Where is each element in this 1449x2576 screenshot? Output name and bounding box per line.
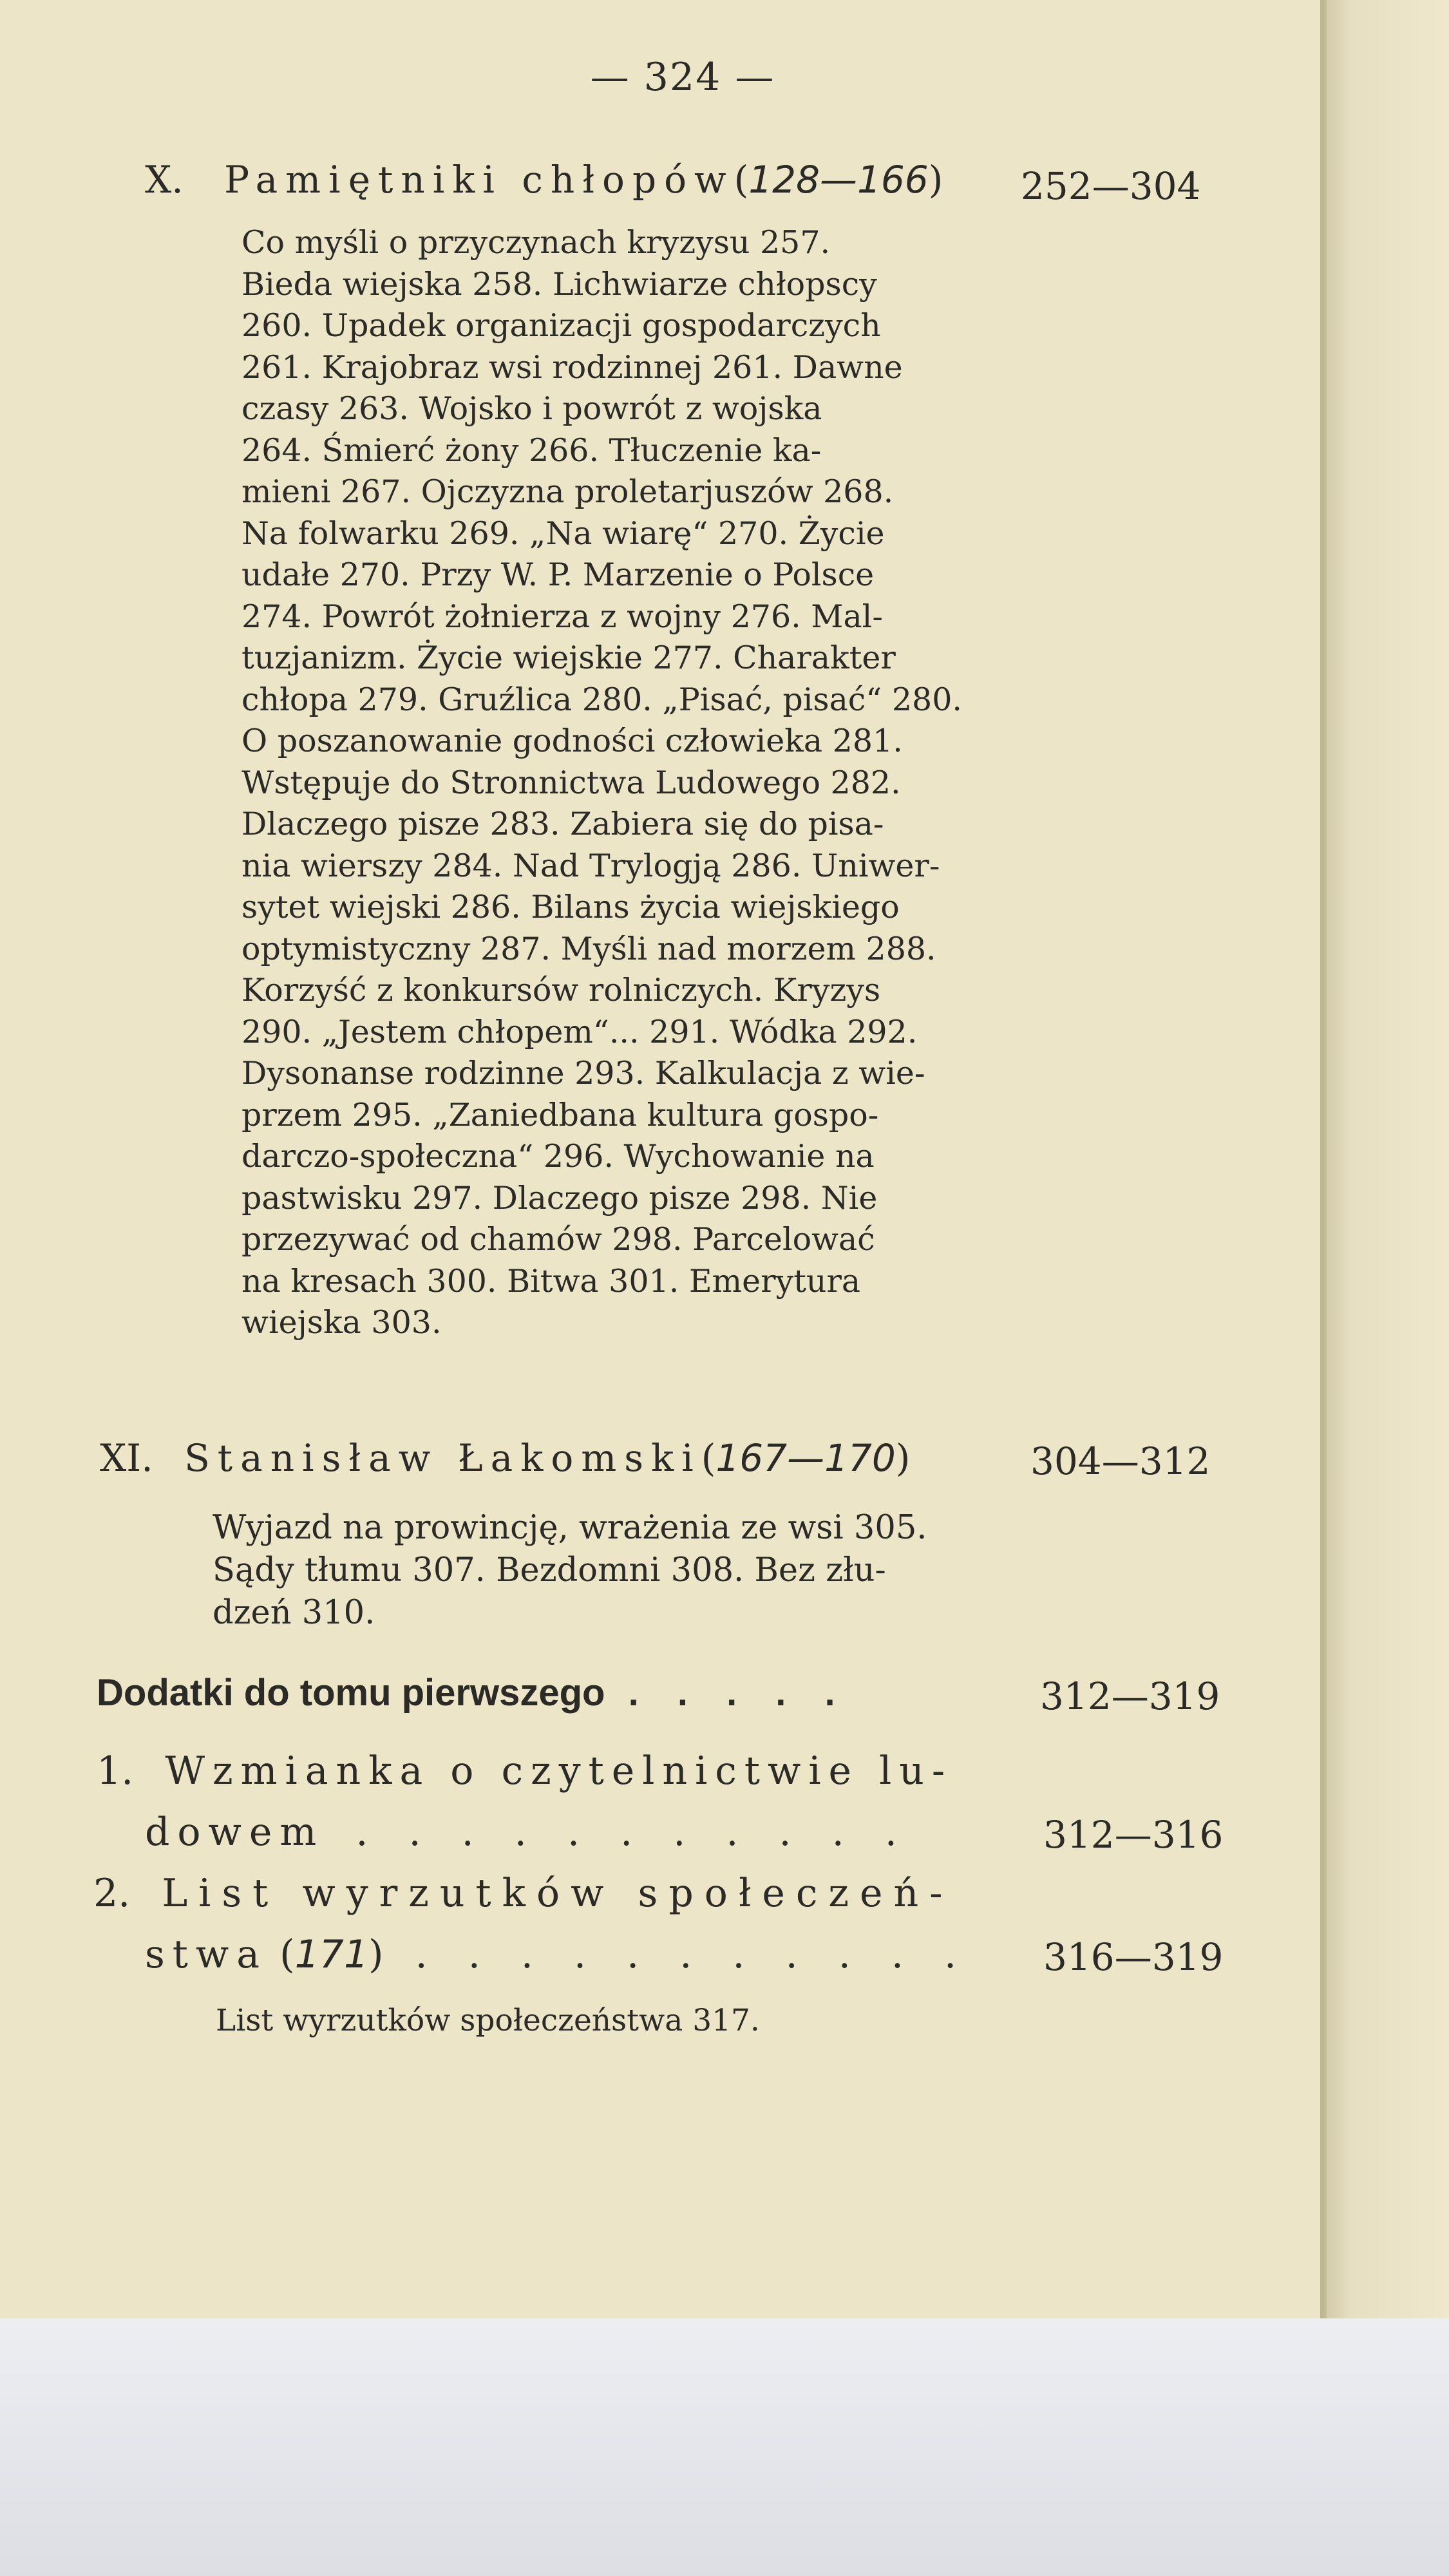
section-pages: 252—304 [1021, 164, 1201, 208]
item-title: List wyrzutków społeczeń- [162, 1871, 954, 1916]
appendix-item-1-line2 [145, 1810, 911, 1855]
section-ref: 128—166 [748, 158, 929, 202]
summary-line: 290. „Jestem chłopem“... 291. Wódka 292. [242, 1013, 918, 1050]
item-title: Wzmianka o czytelnictwie lu- [165, 1748, 953, 1794]
appendix-item-1-line1 [97, 1748, 952, 1794]
summary-line: 274. Powrót żołnierza z wojny 276. Mal- [242, 598, 883, 635]
summary-line: Dysonanse rodzinne 293. Kalkulacja z wie- [242, 1055, 925, 1092]
summary-line: tuzjanizm. Życie wiejskie 277. Charakter [242, 639, 896, 676]
ref-close: ) [368, 1932, 384, 1977]
item-title-cont: dowem [145, 1810, 325, 1855]
section-title: Stanisław Łakomski [184, 1436, 701, 1480]
summary-line: pastwisku 297. Dlaczego pisze 298. Nie [242, 1179, 878, 1217]
item-ref: 171 [294, 1932, 369, 1977]
ref-close: ) [895, 1436, 911, 1480]
page-number: — 324 — [590, 55, 775, 100]
summary-line: dzeń 310. [213, 1594, 375, 1632]
summary-line: na kresach 300. Bitwa 301. Emerytura [242, 1262, 861, 1300]
item-number: 1. [97, 1748, 134, 1794]
page-edge [1327, 0, 1449, 2357]
summary-line: udałe 270. Przy W. P. Marzenie o Polsce [242, 556, 875, 593]
summary-line: Wyjazd na prowincję, wrażenia ze wsi 305. [213, 1509, 927, 1547]
summary-line: Co myśli o przyczynach kryzysu 257. [242, 224, 831, 261]
ref-open: ( [734, 158, 749, 202]
appendix-pages: 312—319 [1040, 1674, 1220, 1718]
appendix-item-2-note: List wyrzutków społeczeństwa 317. [216, 2003, 760, 2038]
section-heading-x [145, 158, 943, 202]
summary-line: darczo-społeczna“ 296. Wychowanie na [242, 1138, 875, 1175]
summary-line: czasy 263. Wojsko i powrót z wojska [242, 390, 822, 427]
ref-open: ( [279, 1932, 295, 1977]
summary-line: sytet wiejski 286. Bilans życia wiejskiego [242, 889, 900, 925]
section-summary-x [242, 222, 992, 1344]
appendix-item-2-line2 [145, 1932, 971, 1977]
summary-line: 260. Upadek organizacji gospodarczych [242, 307, 881, 344]
appendix-item-2-line1 [93, 1871, 953, 1916]
appendix-title: Dodatki do tomu pierwszego [97, 1672, 605, 1714]
summary-line: O poszanowanie godności człowieka 281. [242, 723, 903, 759]
summary-line: przezywać od chamów 298. Parcelować [242, 1221, 875, 1258]
summary-line: optymistyczny 287. Myśli nad morzem 288. [242, 930, 936, 967]
section-heading-xi [100, 1436, 910, 1480]
background-surface [0, 2318, 1449, 2576]
section-ref: 167—170 [715, 1436, 896, 1480]
leader-dots: . . . . . [628, 1672, 849, 1714]
summary-line: Korzyść z konkursów rolniczych. Kryzys [242, 972, 881, 1009]
summary-line: Sądy tłumu 307. Bezdomni 308. Bez złu- [213, 1551, 886, 1589]
summary-line: Na folwarku 269. „Na wiarę“ 270. Życie [242, 515, 885, 552]
summary-line: przem 295. „Zaniedbana kultura gospo- [242, 1096, 879, 1133]
summary-line: Bieda wiejska 258. Lichwiarze chłopscy [242, 265, 877, 303]
leader-dots: . . . . . . . . . . . [415, 1932, 971, 1977]
section-title: Pamiętniki chłopów [224, 158, 734, 202]
section-summary-xi [213, 1507, 995, 1634]
appendix-item-1-pages: 312—316 [1043, 1813, 1224, 1857]
appendix-heading [97, 1671, 849, 1714]
summary-line: Wstępuje do Stronnictwa Ludowego 282. [242, 764, 901, 801]
summary-line: 264. Śmierć żony 266. Tłuczenie ka- [242, 431, 822, 469]
section-pages: 304—312 [1030, 1439, 1211, 1483]
section-number: X. [145, 158, 184, 202]
summary-line: nia wierszy 284. Nad Trylogją 286. Uniwer- [242, 847, 940, 884]
ref-open: ( [701, 1436, 716, 1480]
item-title-cont: stwa [145, 1932, 268, 1977]
summary-line: Dlaczego pisze 283. Zabiera się do pisa- [242, 806, 884, 842]
summary-line: mieni 267. Ojczyzna proletarjuszów 268. [242, 473, 894, 510]
appendix-item-2-pages: 316—319 [1043, 1935, 1224, 1979]
ref-close: ) [928, 158, 943, 202]
section-number: XI. [100, 1436, 153, 1480]
summary-line: 261. Krajobraz wsi rodzinnej 261. Dawne [242, 348, 903, 386]
item-number: 2. [93, 1871, 131, 1916]
leader-dots: . . . . . . . . . . . [355, 1810, 911, 1855]
summary-line: wiejska 303. [242, 1304, 442, 1341]
summary-line: chłopa 279. Gruźlica 280. „Pisać, pisać“ 280. [242, 681, 962, 718]
